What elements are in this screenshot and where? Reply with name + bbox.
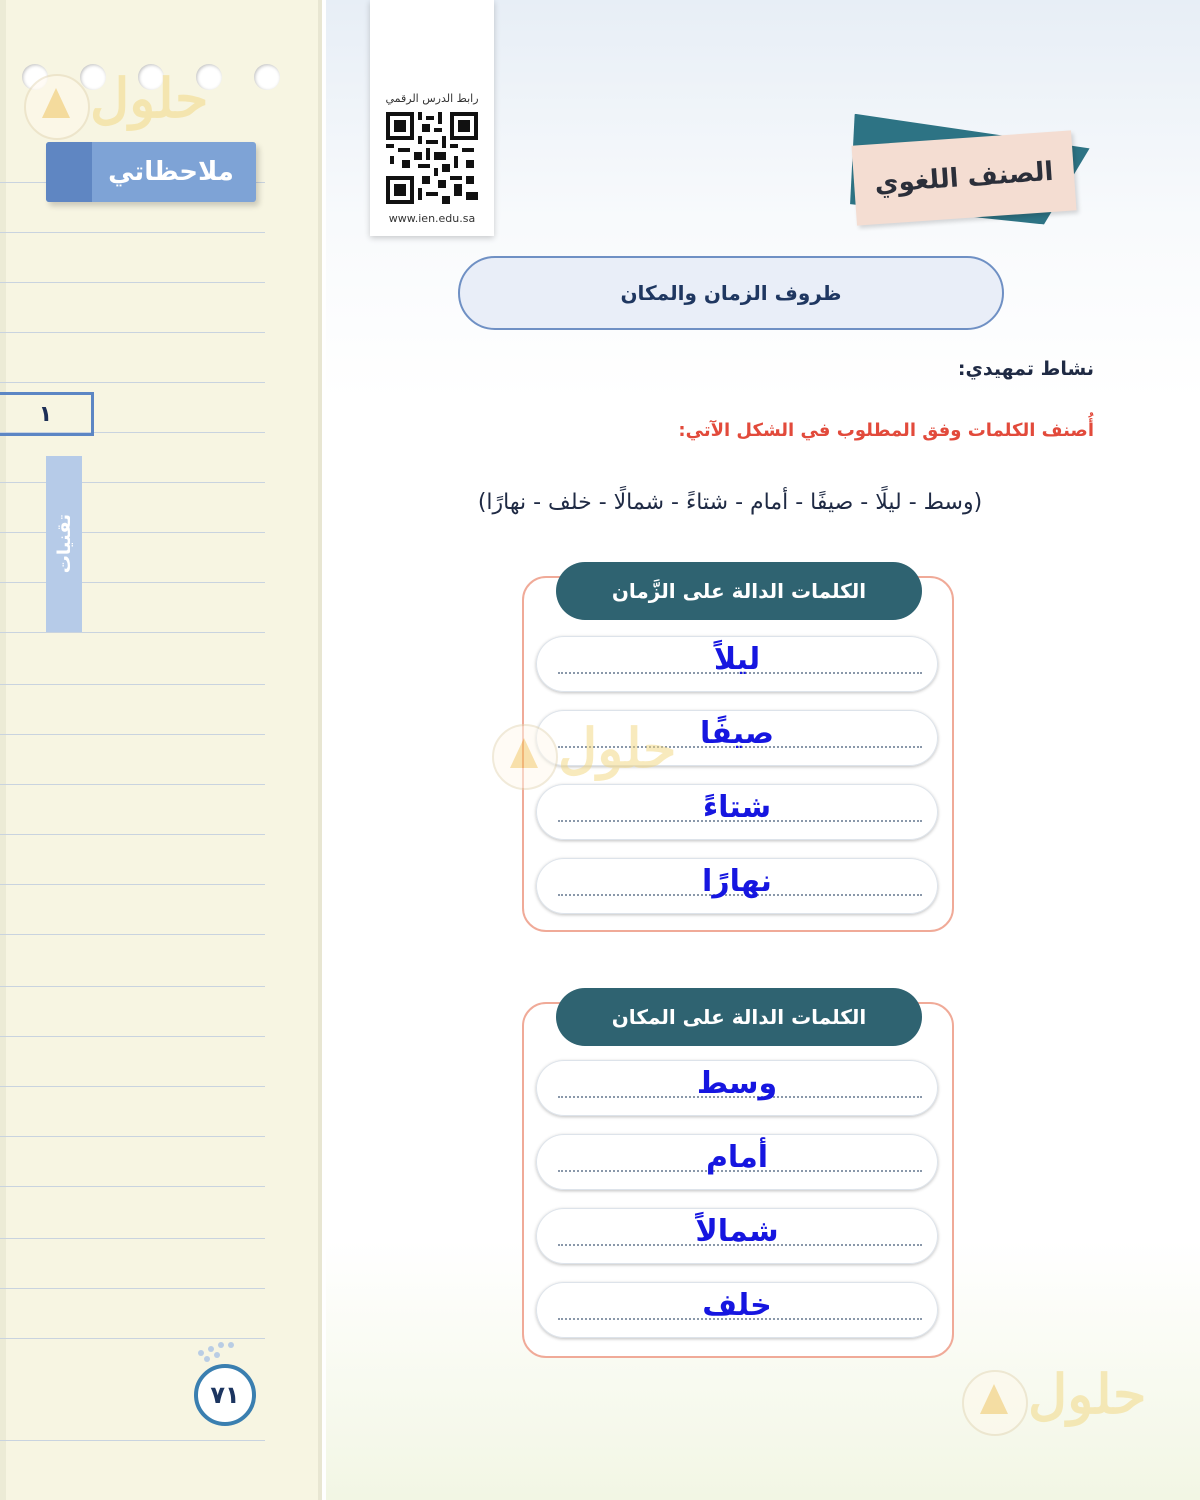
page-number: ٧١ — [210, 1381, 240, 1409]
ruled-line — [0, 382, 265, 383]
ruled-line — [0, 332, 265, 333]
ruled-line — [0, 1440, 265, 1441]
group-title: الكلمات الدالة على المكان — [611, 1005, 867, 1029]
answer-text: أمام — [705, 1140, 769, 1175]
ruled-line — [0, 1036, 265, 1037]
place-words-group — [522, 1002, 954, 1358]
notes-edge — [0, 0, 6, 1500]
ruled-line — [0, 884, 265, 885]
answer-slot[interactable] — [536, 1208, 938, 1264]
answer-text: ليلاً — [713, 642, 761, 677]
group-title: الكلمات الدالة على الزَّمان — [611, 579, 867, 603]
book-icon — [510, 738, 538, 768]
category-label: الصنف اللغوي — [873, 156, 1055, 200]
answer-slot[interactable] — [536, 1060, 938, 1116]
answer-text: وسط — [696, 1066, 778, 1101]
watermark-logo — [24, 66, 224, 146]
answer-text: نهارًا — [702, 864, 772, 899]
page-number-badge — [194, 1364, 256, 1426]
watermark-logo — [492, 716, 692, 796]
watermark-logo — [962, 1362, 1162, 1442]
book-icon — [42, 88, 70, 118]
answer-slot[interactable] — [536, 1134, 938, 1190]
binder-hole — [254, 64, 280, 90]
lesson-title: ظروف الزمان والمكان — [620, 281, 842, 305]
ruled-line — [0, 986, 265, 987]
category-badge-front — [851, 130, 1076, 225]
answer-text: خلف — [702, 1288, 772, 1323]
qr-url[interactable]: www.ien.edu.sa — [388, 212, 476, 225]
ruled-line — [0, 1238, 265, 1239]
warmup-label: نشاط تمهيدي: — [957, 358, 1094, 380]
answer-text: شتاءً — [702, 790, 772, 825]
answer-text: شمالاً — [695, 1214, 779, 1249]
ruled-line — [0, 684, 265, 685]
unit-ribbon — [46, 456, 82, 632]
lesson-title-box — [458, 256, 1004, 330]
book-icon — [980, 1384, 1008, 1414]
watermark-text: حلول — [558, 716, 677, 780]
notes-tab-shade — [46, 142, 92, 202]
instruction-text: أُصنف الكلمات وفق المطلوب في الشكل الآتي: — [678, 420, 1094, 441]
notes-title-tab — [46, 142, 256, 202]
unit-number: ١ — [38, 401, 53, 427]
ruled-line — [0, 1136, 265, 1137]
watermark-text: حلول — [1028, 1362, 1147, 1426]
word-list: (وسط - ليلًا - صيفًا - أمام - شتاءً - شمالًا - خلف - نهارًا) — [477, 490, 983, 515]
answer-slot[interactable] — [536, 636, 938, 692]
ruled-line — [0, 1186, 265, 1187]
unit-number-box — [0, 392, 94, 436]
ruled-line — [0, 632, 265, 633]
ruled-line — [0, 582, 265, 583]
answer-slot[interactable] — [536, 858, 938, 914]
qr-title: رابط الدرس الرقمي — [385, 92, 479, 105]
ruled-line — [0, 1086, 265, 1087]
category-badge — [846, 120, 1090, 224]
group-header — [556, 562, 922, 620]
ruled-line — [0, 784, 265, 785]
qr-card[interactable] — [370, 0, 494, 236]
ruled-line — [0, 232, 265, 233]
group-header — [556, 988, 922, 1046]
ruled-line — [0, 834, 265, 835]
answer-text: صيفًا — [699, 716, 775, 751]
ruled-line — [0, 1338, 265, 1339]
watermark-text: حلول — [90, 66, 209, 130]
notes-panel — [0, 0, 322, 1500]
ruled-line — [0, 734, 265, 735]
ruled-line — [0, 282, 265, 283]
unit-name: تقنيات — [53, 514, 75, 574]
answer-slot[interactable] — [536, 1282, 938, 1338]
ruled-line — [0, 532, 265, 533]
ruled-line — [0, 482, 265, 483]
ruled-line — [0, 934, 265, 935]
ruled-line — [0, 1288, 265, 1289]
qr-code-icon[interactable] — [386, 112, 478, 204]
notes-title: ملاحظاتي — [108, 157, 234, 187]
